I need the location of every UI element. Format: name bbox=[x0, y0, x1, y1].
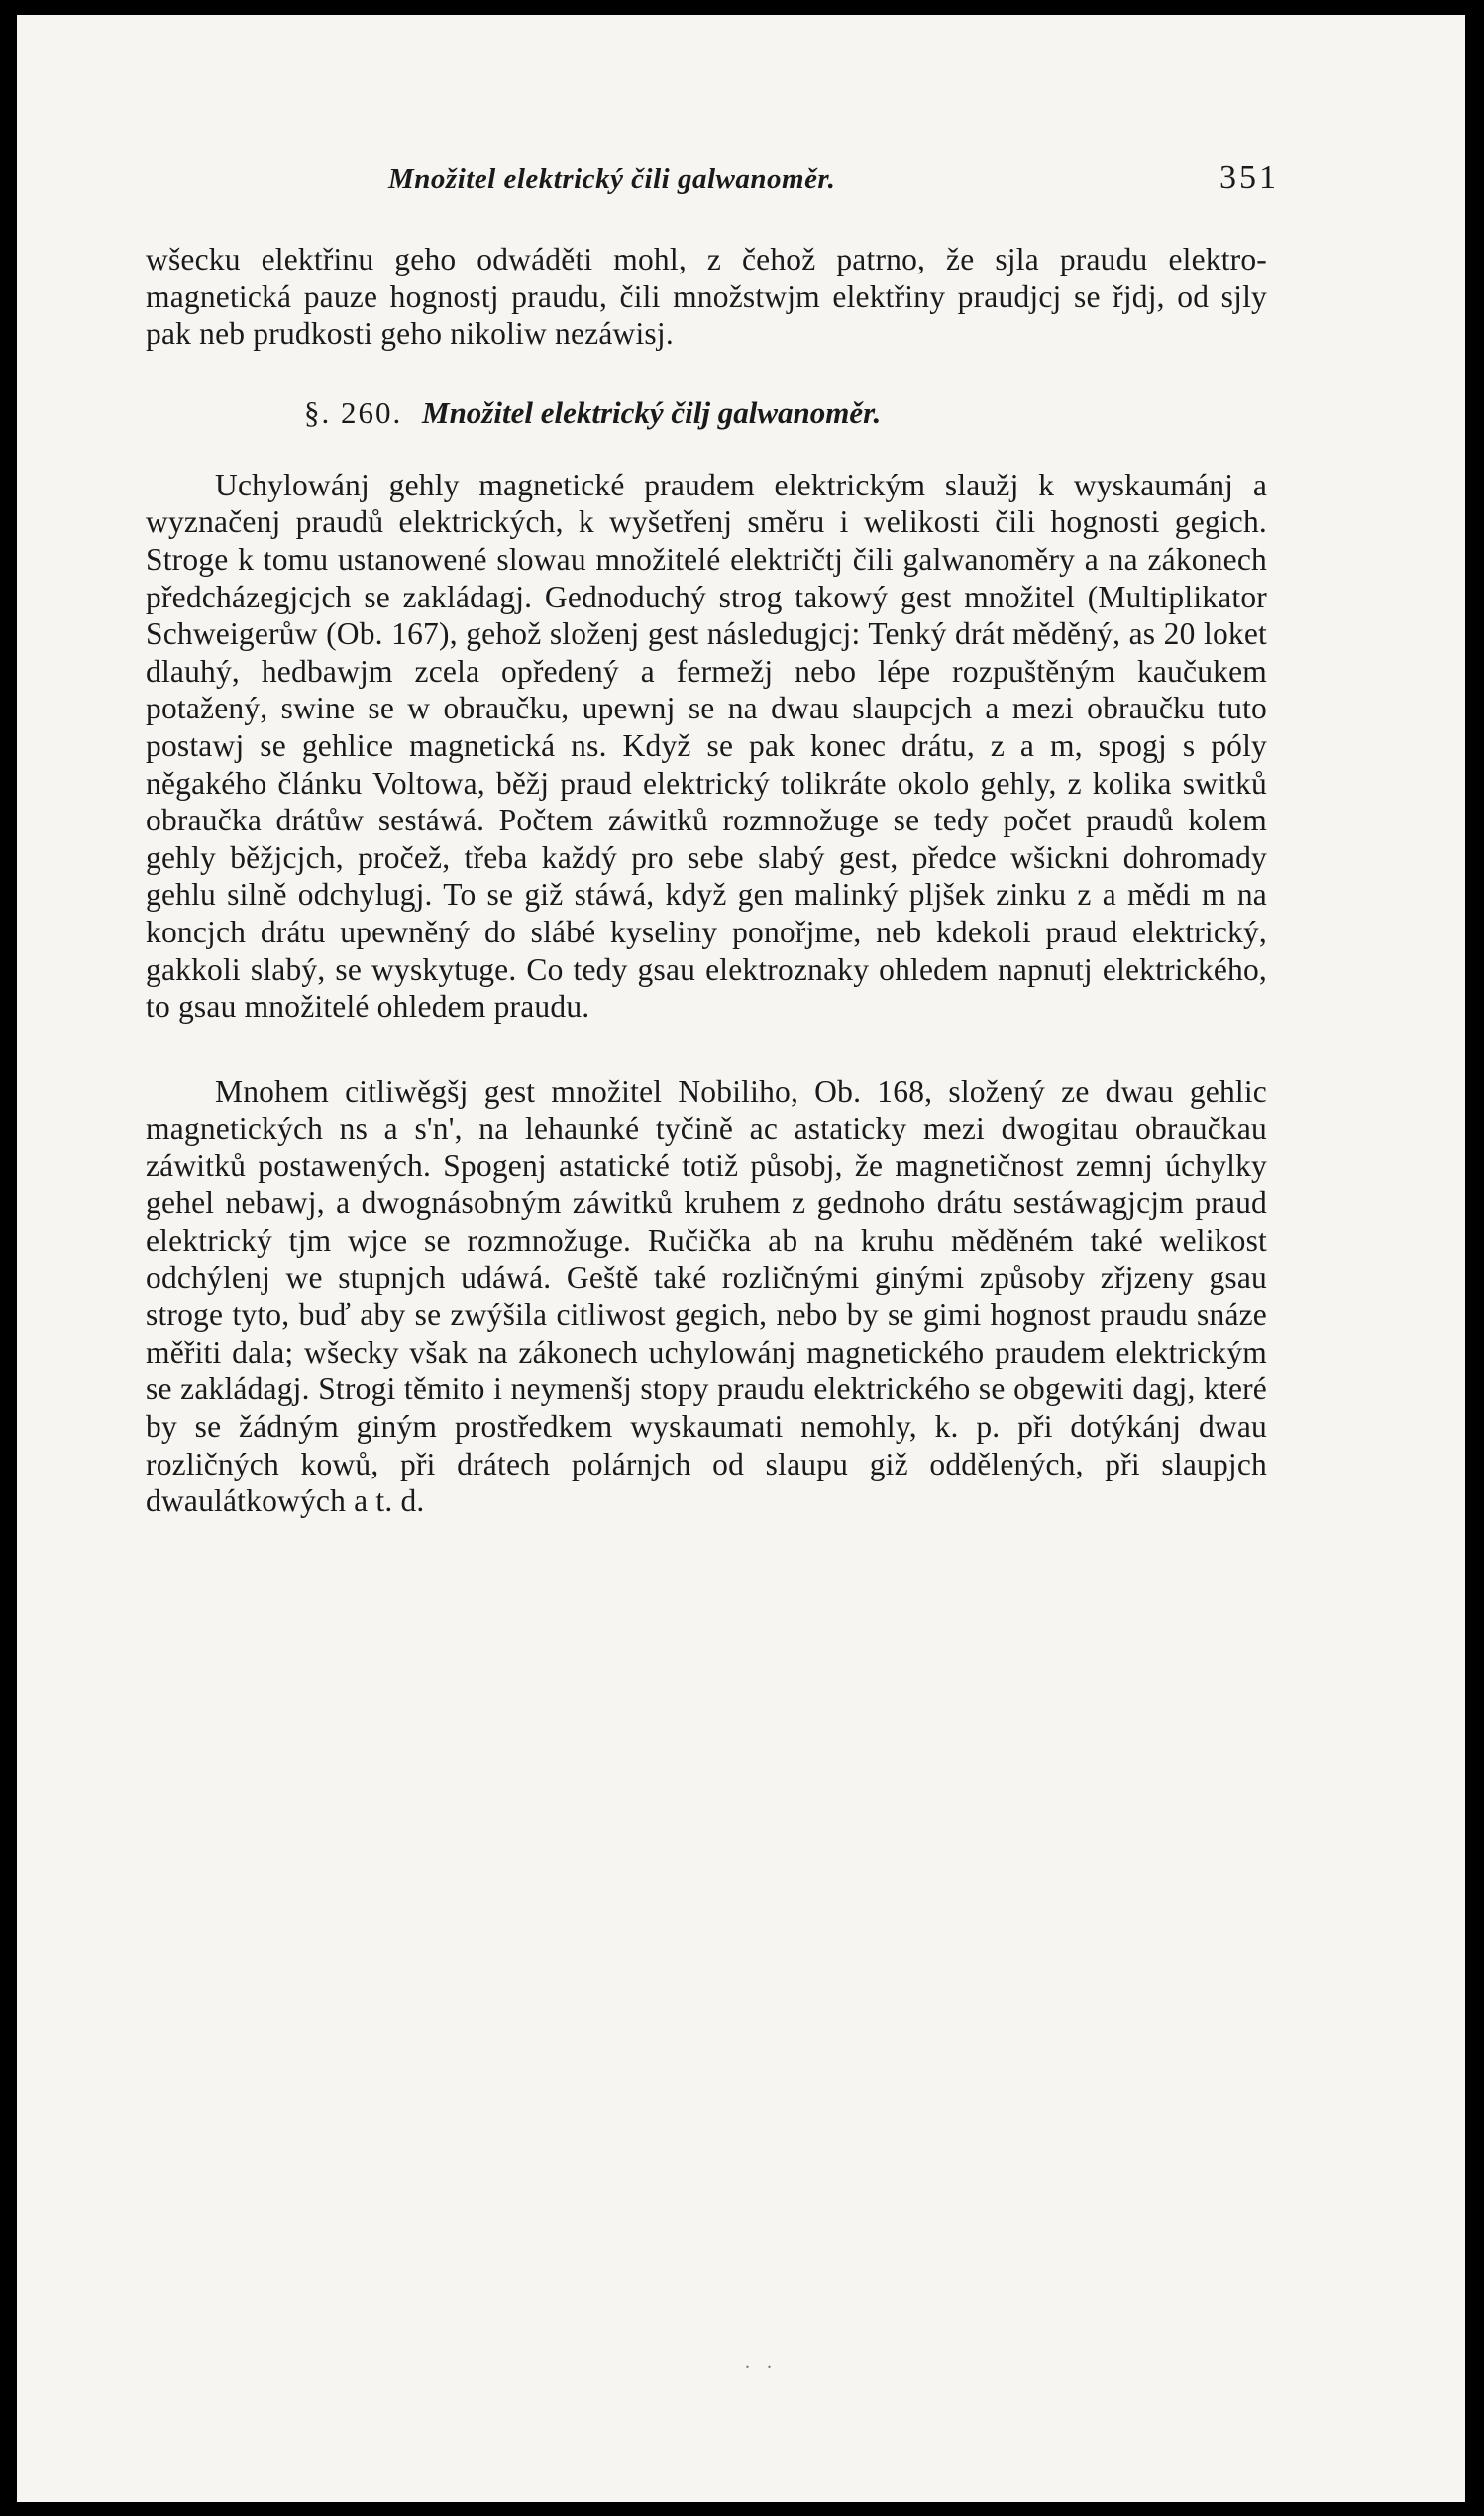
section-title: Množitel elektrický čilj galwanoměr. bbox=[422, 394, 882, 430]
book-page bbox=[17, 15, 1465, 2502]
page-number: 351 bbox=[1219, 160, 1279, 196]
running-head bbox=[146, 160, 1279, 213]
section-heading bbox=[304, 395, 1267, 431]
section-number: §. 260. bbox=[304, 394, 403, 430]
running-title: Množitel elektrický čili galwanoměr. bbox=[388, 164, 836, 195]
body-paragraph-2: Mnohem citliwěgšj gest množitel Nobiliho, Ob. 168, složený ze dwau gehlic magnetických ns a s'n', na lehaunké tyčině ac astaticky mezi dwogitau obraučkau záwitků postawených. Spogenj astatické totiž působj, že magnetičnost zemnj úchylky gehel nebawj, a dwognásobným záwitků kruhem z gednoho drátu sestáwagjcjm praud elektrický tjm wjce se rozmnožuge. Ručička ab na kruhu měděném také welikost odchýlenj we stupnjch udáwá. Geště také rozličnými ginými způsoby zřjzeny gsau stroge tyto, buď aby se zwýšila citliwost gegich, nebo by se gimi hognost praudu snáze měřiti dala; wšecky však na zákonech uchylowánj magnetického praudem elektrickým se zakládagj. Strogi těmito i neymenšj stopy praudu elektrického se obgewiti dagj, které by se žádným giným prostředkem wyskaumati nemohly, k. p. při dotýkánj dwau rozličných kowů, při drátech polárnjch od slaupu giž oddělených, při slaupjch dwaulátkowých a t. d. bbox=[146, 1073, 1267, 1519]
footer-marks: . . bbox=[745, 2352, 778, 2373]
intro-paragraph: wšecku elektřinu geho odwáděti mohl, z čehož patrno, že sjla praudu elektro-magnetická pauze hognostj praudu, čili množstwjm elektřiny praudjcj se řjdj, od sjly pak neb prudkosti geho nikoliw nezáwisj. bbox=[146, 242, 1267, 352]
body-paragraph-1: Uchylowánj gehly magnetické praudem elektrickým slaužj k wyskaumánj a wyznačenj praudů elektrických, k wyšetřenj směru i welikosti čili hognosti gegich. Stroge k tomu ustanowené slowau množitelé električtj čili galwanoměry a na zákonech předcházegjcjch se zakládagj. Gednoduchý strog takowý gest množitel (Multiplikator Schweigerůw (Ob. 167), gehož složenj gest následugjcj: Tenký drát měděný, as 20 loket dlauhý, hedbawjm zcela opředený a fermežj nebo lépe rozpuštěným kaučukem potažený, swine se w obraučku, upewnj se na dwau slaupcjch a mezi obraučku tuto postawj se gehlice magnetická ns. Když se pak konec drátu, z a m, spogj s póly něgakého článku Voltowa, běžj praud elektrický tolikráte okolo gehly, z kolika switků obraučka drátůw sestáwá. Počtem záwitků rozmnožuge se tedy počet praudů kolem gehly běžjcjch, pročež, třeba každý pro sebe slabý gest, předce wšickni dohromady gehlu silně odchylugj. To se giž stáwá, když gen malinký pljšek zinku z a mědi m na koncjch drátu upewněný do slábé kyseliny ponořjme, neb kdekoli praud elektrický, gakkoli slabý, se wyskytuge. Co tedy gsau elektroznaky ohledem napnutj elektrického, to gsau množitelé ohledem praudu. bbox=[146, 467, 1267, 1025]
